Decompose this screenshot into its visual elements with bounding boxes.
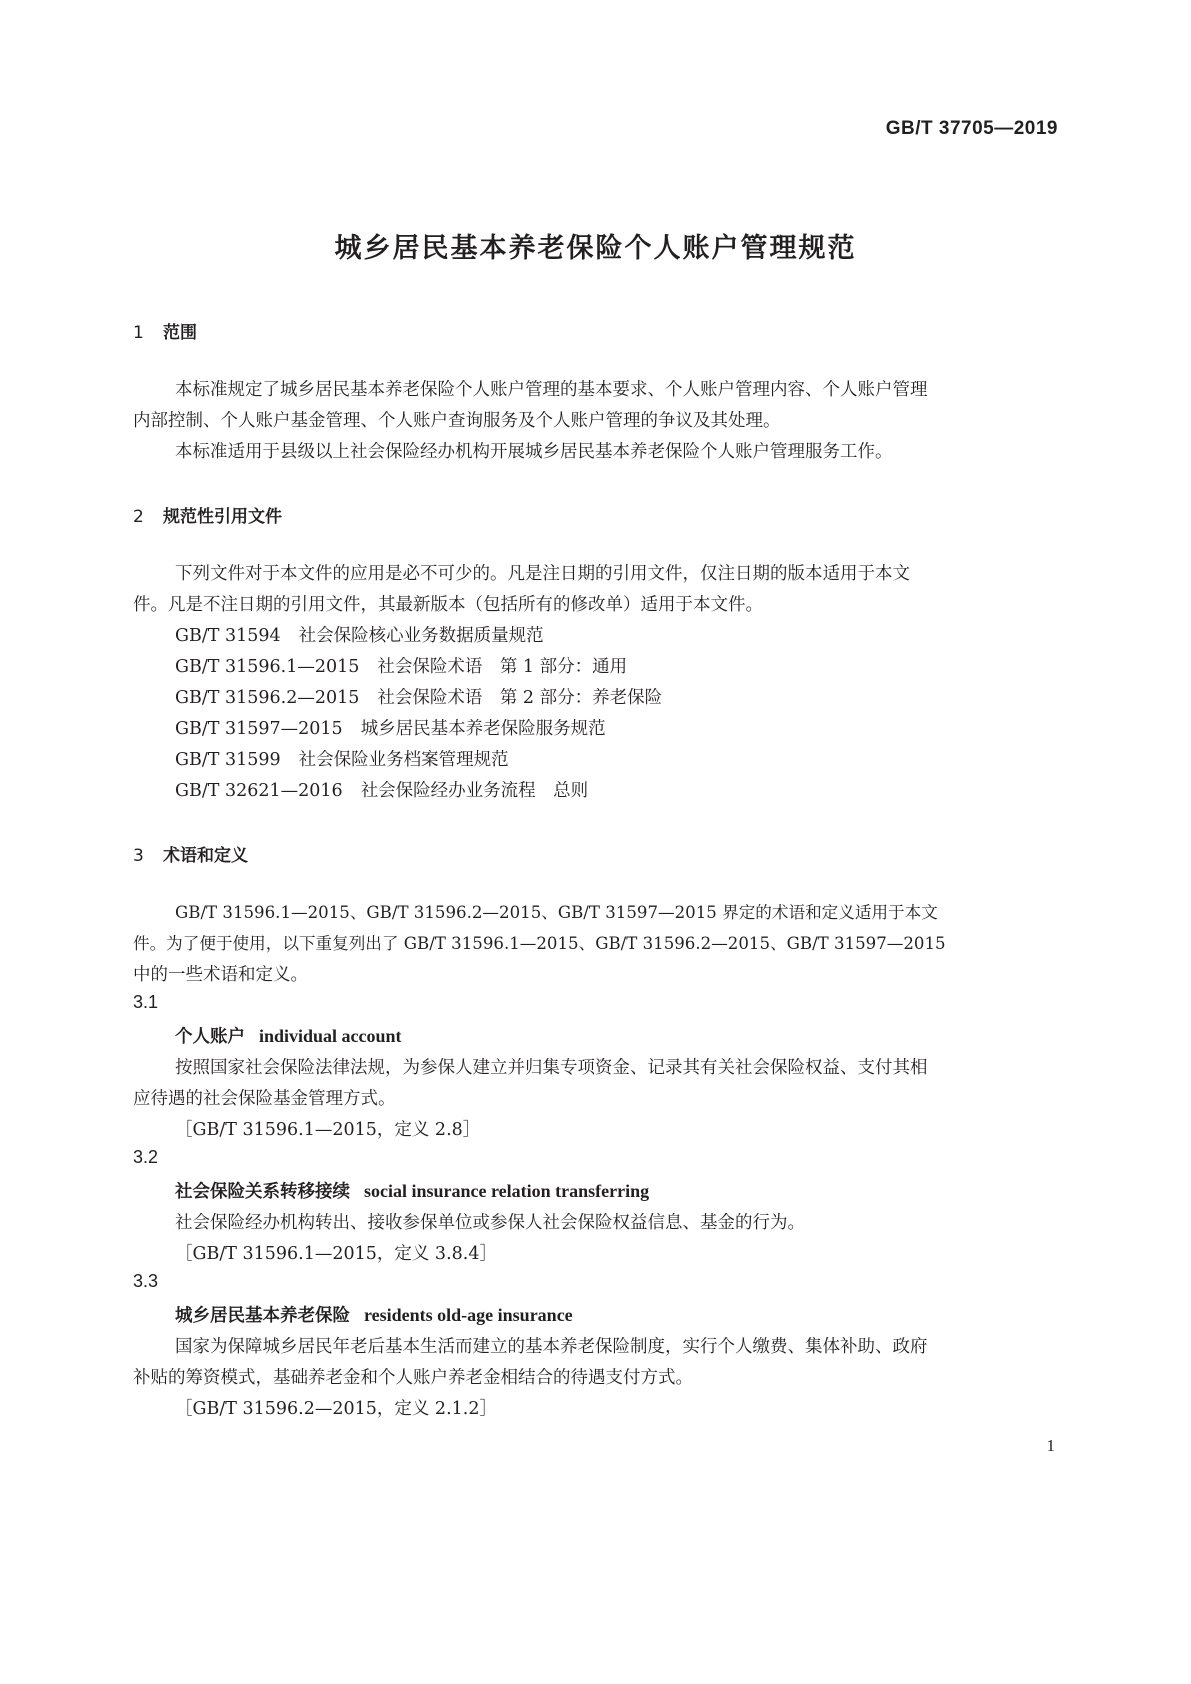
reference-item [175,777,588,802]
term-source: ［GB/T 31596.1—2015，定义 2.8］ [175,1120,481,1140]
term-number: 3.3 [133,1271,159,1291]
term-zh: 社会保险关系转移接续 [175,1182,350,1202]
term-heading [175,1178,649,1203]
reference-name: 社会保险术语 第 1 部分：通用 [377,657,628,677]
paragraph-line: 下列文件对于本文件的应用是必不可少的。凡是注日期的引用文件，仅注日期的版本适用于本文 [175,564,910,584]
section-number: 2 [133,507,144,527]
term-heading [175,1023,402,1048]
reference-item [175,622,544,647]
term-definition-line: 国家为保障城乡居民年老后基本生活而建立的基本养老保险制度，实行个人缴费、集体补助、政府 [175,1337,928,1357]
paragraph-line: 本标准规定了城乡居民基本养老保险个人账户管理的基本要求、个人账户管理内容、个人账户管理 [175,380,928,400]
reference-name: 城乡居民基本养老保险服务规范 [360,719,606,739]
paragraph-line: 件。凡是不注日期的引用文件，其最新版本（包括所有的修改单）适用于本文件。 [133,595,763,615]
reference-code: GB/T 31596.2—2015 [175,688,360,708]
term-number: 3.2 [133,1147,159,1167]
page-number: 1 [1046,1436,1055,1455]
reference-code: GB/T 31599 [175,750,281,770]
section-1-heading [133,318,197,343]
section-title: 术语和定义 [163,846,248,866]
term-definition-line: 按照国家社会保险法律法规，为参保人建立并归集专项资金、记录其有关社会保险权益、支付其相 [175,1058,928,1078]
paragraph-line: 件。为了便于使用，以下重复列出了 GB/T 31596.1—2015、GB/T 31596.2—2015、GB/T 31597—2015 [133,934,946,953]
paragraph-line: 内部控制、个人账户基金管理、个人账户查询服务及个人账户管理的争议及其处理。 [133,411,781,431]
section-title: 规范性引用文件 [163,507,282,527]
reference-name: 社会保险术语 第 2 部分：养老保险 [377,688,663,708]
reference-name: 社会保险核心业务数据质量规范 [298,626,544,646]
reference-item [175,746,509,771]
section-number: 3 [133,846,144,866]
reference-item [175,715,606,740]
paragraph-line: 中的一些术语和定义。 [133,965,308,985]
term-definition-line: 补贴的筹资模式，基础养老金和个人账户养老金相结合的待遇支付方式。 [133,1368,693,1388]
section-number: 1 [133,323,144,343]
reference-code: GB/T 31594 [175,626,281,646]
reference-item [175,653,627,678]
term-definition-line: 社会保险经办机构转出、接收参保单位或参保人社会保险权益信息、基金的行为。 [175,1213,805,1233]
section-2-heading [133,502,282,527]
term-zh: 城乡居民基本养老保险 [175,1306,350,1326]
term-source: ［GB/T 31596.1—2015，定义 3.8.4］ [175,1244,497,1264]
reference-name: 社会保险业务档案管理规范 [298,750,509,770]
term-number: 3.1 [133,992,159,1012]
standard-number: GB/T 37705—2019 [885,118,1058,139]
reference-item [175,684,662,709]
term-en: residents old-age insurance [364,1305,573,1325]
reference-code: GB/T 32621—2016 [175,781,343,801]
section-3-heading [133,841,248,866]
section-title: 范围 [163,323,197,343]
term-en: social insurance relation transferring [364,1181,650,1201]
term-en: individual account [259,1026,402,1046]
term-definition-line: 应待遇的社会保险基金管理方式。 [133,1089,396,1109]
paragraph: 本标准适用于县级以上社会保险经办机构开展城乡居民基本养老保险个人账户管理服务工作。 [175,442,893,462]
paragraph-line: GB/T 31596.1—2015、GB/T 31596.2—2015、GB/T 31597—2015 界定的术语和定义适用于本文 [175,903,938,922]
reference-code: GB/T 31596.1—2015 [175,657,360,677]
document-title: 城乡居民基本养老保险个人账户管理规范 [334,233,857,264]
term-zh: 个人账户 [175,1027,245,1047]
term-source: ［GB/T 31596.2—2015，定义 2.1.2］ [175,1399,497,1419]
term-heading [175,1302,573,1327]
reference-code: GB/T 31597—2015 [175,719,343,739]
reference-name: 社会保险经办业务流程 总则 [360,781,589,801]
